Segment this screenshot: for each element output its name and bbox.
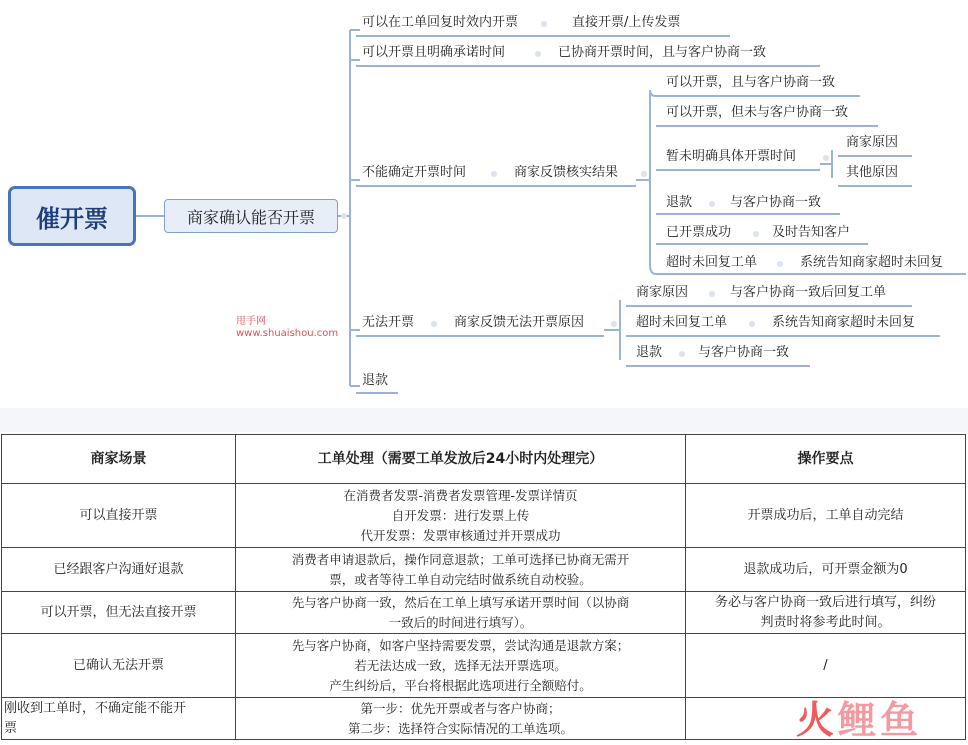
scene-cell [2, 698, 236, 740]
table-row [2, 484, 966, 548]
brand-logo-part2: 鲤鱼 [838, 698, 923, 742]
branch-b3-c3: 暂未明确具体开票时间 [666, 149, 797, 164]
branch-b4-c3-leaf: 与客户协商一致 [698, 345, 790, 360]
process-line: 先与客户协商，如客户坚持需要发票，尝试沟通是退款方案； [291, 637, 630, 653]
table-row [2, 548, 966, 592]
header-point: 操作要点 [686, 435, 966, 484]
branch-b4-c3: 退款 [636, 345, 663, 360]
process-cell [236, 698, 686, 740]
watermark-line2: www.shuaishou.com [236, 328, 339, 339]
point-line: 务必与客户协商一致后进行填写，纠纷 [714, 594, 936, 610]
process-line: 消费者申请退款后，操作同意退款；工单可选择已协商无需开 [291, 551, 630, 567]
point-cell: 退款成功后，可开票金额为0 [686, 548, 966, 592]
point-cell [686, 592, 966, 634]
point-cell: / [686, 634, 966, 698]
branch-b1-leaf: 直接开票/上传发票 [572, 15, 681, 30]
branch-b2: 可以开票且明确承诺时间 [362, 45, 506, 60]
process-line: 一致后的时间进行填写）。 [388, 614, 533, 630]
operations-table [1, 434, 966, 740]
process-line: 票，或者等待工单自动完结时做系统自动校验。 [329, 571, 592, 587]
header-scene: 商家场景 [2, 435, 236, 484]
branch-b3: 不能确定开票时间 [362, 165, 467, 180]
branch-b4-mid: 商家反馈无法开票原因 [454, 315, 585, 330]
brand-logo [796, 698, 922, 742]
section-divider [0, 408, 968, 432]
branch-b3-c4: 退款 [666, 195, 693, 210]
branch-b3-c6: 超时未回复工单 [666, 255, 758, 270]
branch-b5: 退款 [362, 373, 389, 388]
process-line: 在消费者发票-消费者发票管理-发票详情页 [343, 487, 578, 503]
process-line: 产生纠纷后，平台将根据此选项进行全额赔付。 [329, 677, 592, 693]
process-line: 先与客户协商一致，然后在工单上填写承诺开票时间（以协商 [291, 594, 630, 610]
branch-b3-c3-b: 其他原因 [846, 165, 899, 180]
branch-b4-c2-leaf: 系统告知商家超时未回复 [772, 315, 916, 330]
process-cell [236, 484, 686, 548]
process-cell [236, 592, 686, 634]
process-line: 第二步：选择符合实际情况的工单选项。 [347, 720, 573, 736]
branch-b1: 可以在工单回复时效内开票 [362, 15, 519, 30]
branch-b4: 无法开票 [362, 315, 415, 330]
process-line: 第一步：优先开票或者与客户协商； [360, 700, 561, 716]
branch-b3-c1: 可以开票，且与客户协商一致 [666, 75, 836, 90]
scene-line: 票 [4, 720, 18, 736]
table-header-row [2, 435, 966, 484]
header-process: 工单处理（需要工单发放后24小时内处理完） [236, 435, 686, 484]
process-line: 自开发票：进行发票上传 [391, 507, 530, 523]
branch-b3-mid: 商家反馈核实结果 [514, 165, 619, 180]
scene-line: 刚收到工单时，不确定能不能开 [4, 700, 187, 716]
process-cell [236, 634, 686, 698]
branch-b4-c1-leaf: 与客户协商一致后回复工单 [730, 285, 887, 300]
branch-b4-c1: 商家原因 [636, 285, 689, 300]
branch-b2-leaf: 已协商开票时间，且与客户协商一致 [558, 45, 767, 60]
branch-b3-c5: 已开票成功 [666, 225, 732, 240]
root-node: 催开票 [8, 186, 136, 246]
scene-cell: 已确认无法开票 [2, 634, 236, 698]
table-row [2, 634, 966, 698]
watermark-line1: 甩手网 [236, 316, 266, 327]
branch-b3-c6-leaf: 系统告知商家超时未回复 [800, 255, 944, 270]
point-cell: 开票成功后，工单自动完结 [686, 484, 966, 548]
branch-b3-c5-leaf: 及时告知客户 [772, 225, 851, 240]
scene-cell: 可以直接开票 [2, 484, 236, 548]
process-line: 代开发票：发票审核通过并开票成功 [360, 527, 561, 543]
scene-cell: 可以开票，但无法直接开票 [2, 592, 236, 634]
scene-cell: 已经跟客户沟通好退款 [2, 548, 236, 592]
point-line: 判责时将参考此时间。 [760, 614, 891, 630]
branch-b3-c2: 可以开票，但未与客户协商一致 [666, 105, 849, 120]
process-cell [236, 548, 686, 592]
branch-b3-c4-leaf: 与客户协商一致 [730, 195, 822, 210]
process-line: 若无法达成一致，选择无法开票选项。 [354, 657, 567, 673]
branch-b4-c2: 超时未回复工单 [636, 315, 728, 330]
level1-node: 商家确认能否开票 [164, 199, 338, 233]
table-row [2, 592, 966, 634]
branch-b3-c3-a: 商家原因 [846, 135, 899, 150]
brand-logo-part1: 火 [796, 698, 839, 742]
watermark [236, 316, 338, 340]
